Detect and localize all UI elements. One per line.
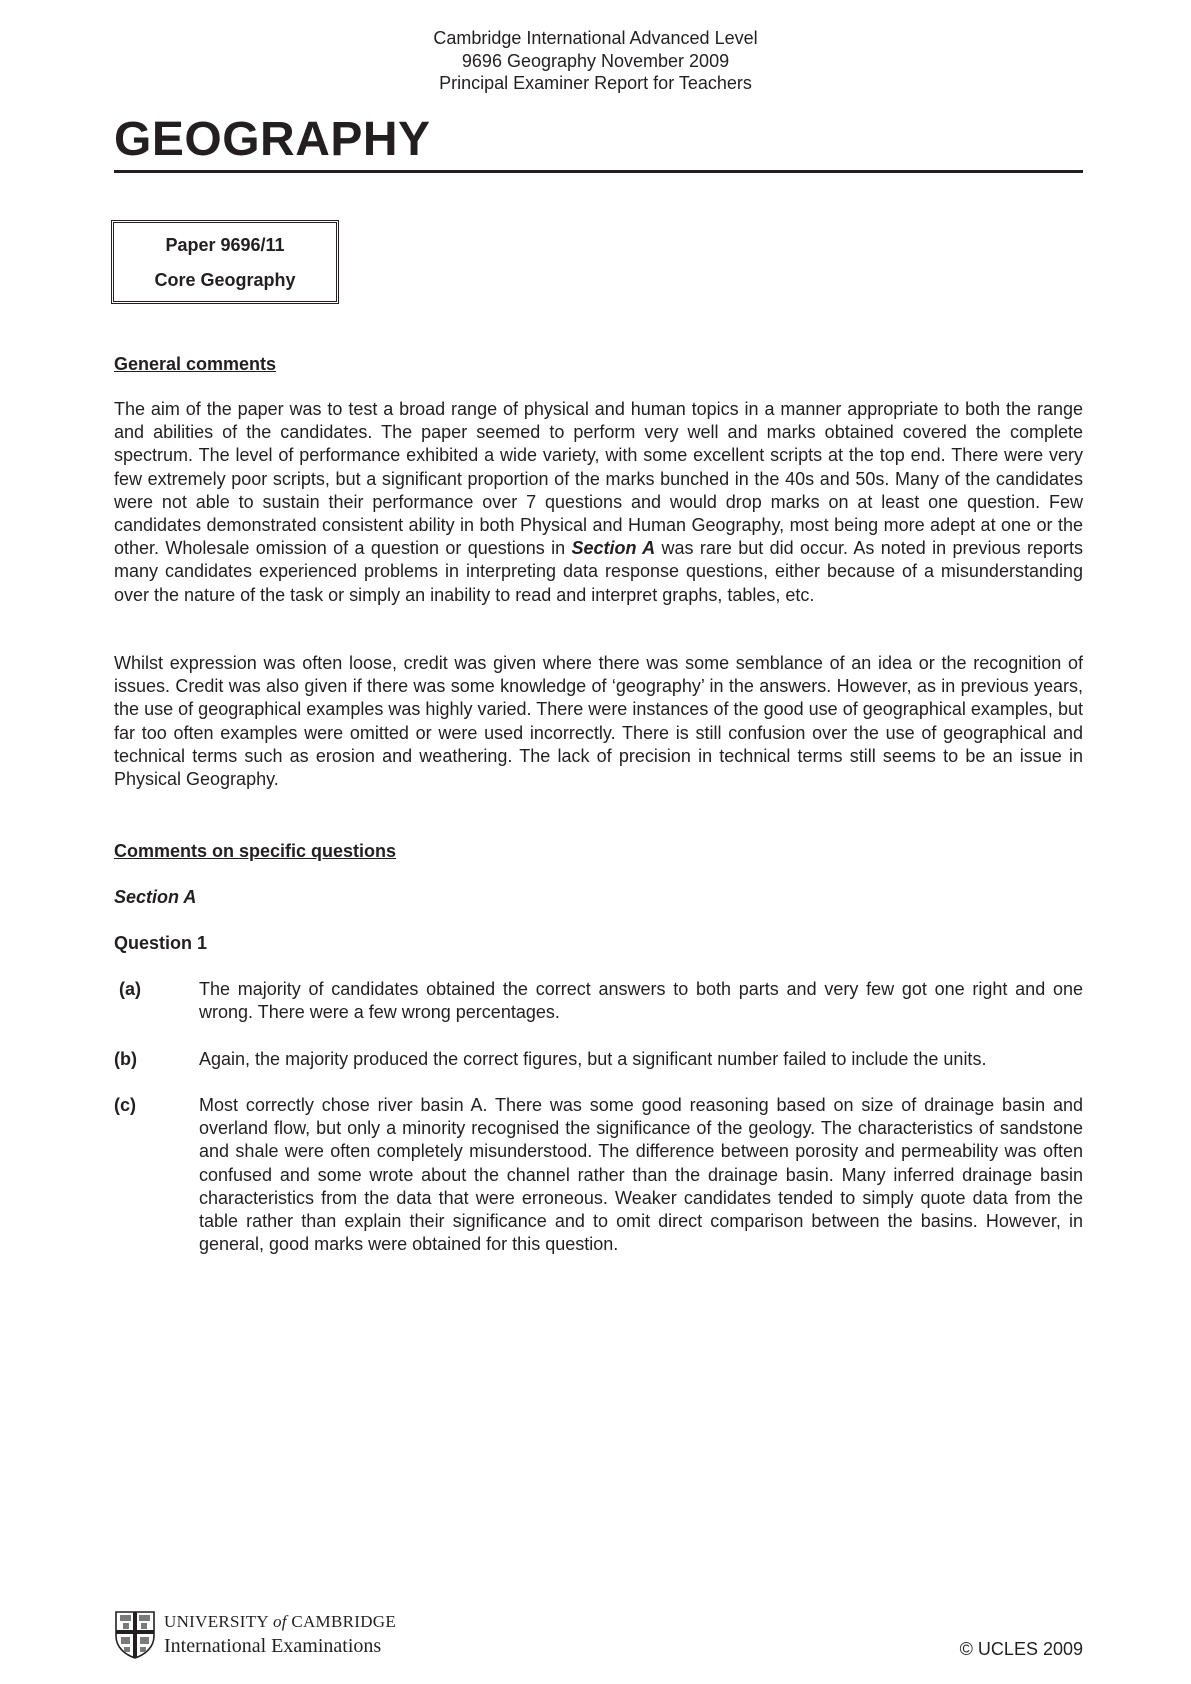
paper-number: Paper 9696/11 [165,235,285,255]
copyright-notice: © UCLES 2009 [959,1639,1083,1659]
subject-title: GEOGRAPHY [114,113,431,166]
para1-text-before: The aim of the paper was to test a broad range of physical and human topics in a manner appropriate to both the range and abilities of the candidates. The paper seemed to perform very well and marks obtained covered the complete spectrum. The level of performance exhibited a wide variety, with some excellent scripts at the top end. There were very few extremely poor scripts, but a significant proportion of the marks bunched in the 40s and 50s. Many of the candidates were not able to sustain their performance over 7 questions and would drop marks on at least one question. Few candidates demonstrated consistent ability in both Physical and Human Geography, most being more adept at one or the other. Wholesale omission of a question or questions in [114,399,1083,559]
part-b-text: Again, the majority produced the correct figures, but a significant number failed to include the units. [199,1049,987,1069]
general-comments-paragraph-2: Whilst expression was often loose, credit was given where there was some semblance of an idea or the recognition of issues. Credit was also given if there was some knowledge of ‘geography’ in the answers. However, as in previous years, the use of geographical examples was highly varied. There were instances of the good use of geographical examples, but far too often examples were omitted or were used incorrectly. There is still confusion over the use of geographical and technical terms such as erosion and weathering. The lack of precision in technical terms still seems to be an issue in Physical Geography. [114,653,1083,790]
general-comments-heading: General comments [114,354,277,374]
part-a-text: The majority of candidates obtained the correct answers to both parts and very few got one right and one wrong. There were a few wrong percentages. [199,979,1083,1023]
paper-name: Core Geography [154,270,296,290]
general-comments-paragraph-1 [114,398,1083,607]
part-a-label: (a) [119,979,141,999]
logo-university-name: UNIVERSITY of CAMBRIDGE [164,1612,397,1631]
header-line-qualification: Cambridge International Advanced Level [433,28,758,48]
part-b-label: (b) [114,1049,137,1069]
question-1-heading: Question 1 [114,933,208,953]
report-header [0,27,1191,95]
part-c-label: (c) [114,1095,136,1115]
para1-text-after: was rare but did occur. As noted in previous reports many candidates experienced problems in interpreting data response questions, either because of a misunderstanding over the nature of the task or simply an inability to read and interpret graphs, tables, etc. [114,538,1083,605]
part-c-text: Most correctly chose river basin A. There was some good reasoning based on size of drainage basin and overland flow, but only a minority recognised the significance of the geology. The characteristics of sandstone and shale were often completely misunderstood. The difference between porosity and permeability was often confused and some wrote about the channel rather than the drainage basin. Many inferred drainage basin characteristics from the data that were erroneous. Weaker candidates tended to simply quote data from the table rather than explain their significance and to omit direct comparison between the basins. However, in general, good marks were obtained for this question. [199,1095,1083,1255]
cambridge-crest-icon [114,1610,156,1660]
title-rule [114,170,1083,173]
paper-box [111,220,339,304]
header-line-syllabus: 9696 Geography November 2009 [461,50,730,71]
section-a-heading: Section A [114,887,197,907]
logo-examinations-name: International Examinations [164,1635,382,1657]
section-a-emphasis: Section A [571,538,656,559]
header-line-report-type: Principal Examiner Report for Teachers [439,73,752,93]
specific-comments-heading: Comments on specific questions [114,841,397,861]
